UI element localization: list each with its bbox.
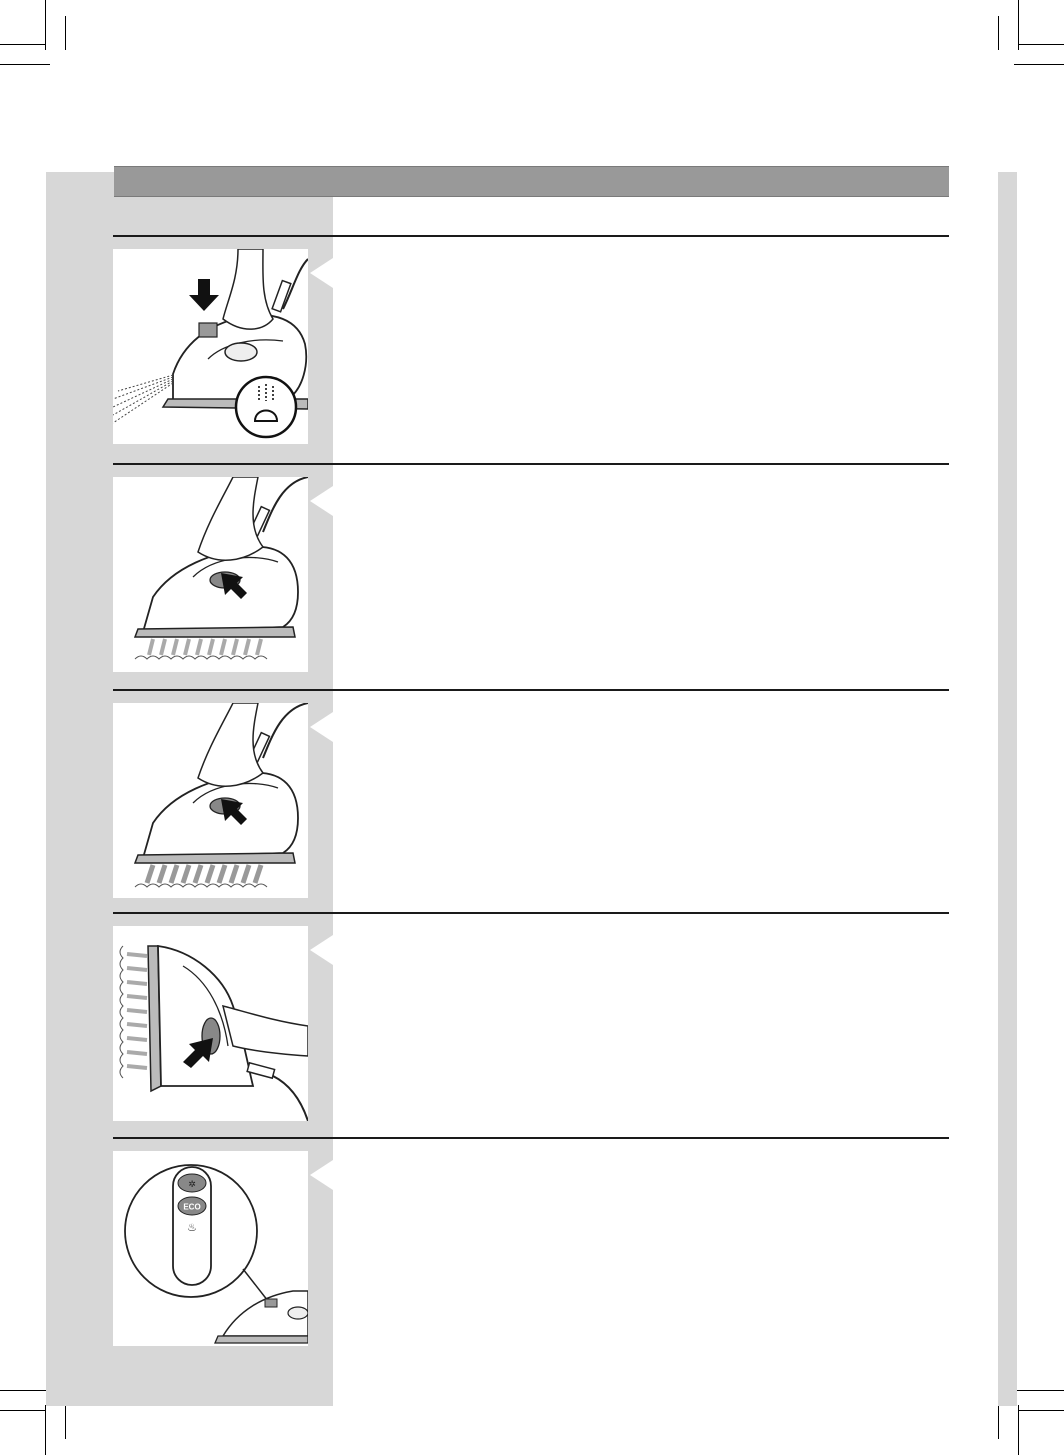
steam-trigger-horizontal-illustration [113,477,308,672]
callout-notch [308,486,333,516]
callout-notch [308,258,333,288]
eco-steam-selector-illustration [113,1151,308,1346]
vertical-steam-illustration [113,926,308,1121]
callout-notch [308,712,333,742]
divider-rule [113,689,949,691]
divider-rule [113,912,949,914]
section-header-bar [114,166,949,197]
spray-button-illustration [113,249,308,444]
divider-rule [113,463,949,465]
svg-text:♨: ♨ [187,1221,197,1234]
eco-label: ECO [183,1202,201,1212]
svg-text:✲: ✲ [188,1180,196,1190]
divider-rule [113,235,949,237]
divider-rule [113,1137,949,1139]
right-edge-band [998,172,1017,1406]
callout-notch [308,935,333,965]
steam-trigger-horizontal-illustration-2 [113,703,308,898]
callout-notch [308,1160,333,1190]
